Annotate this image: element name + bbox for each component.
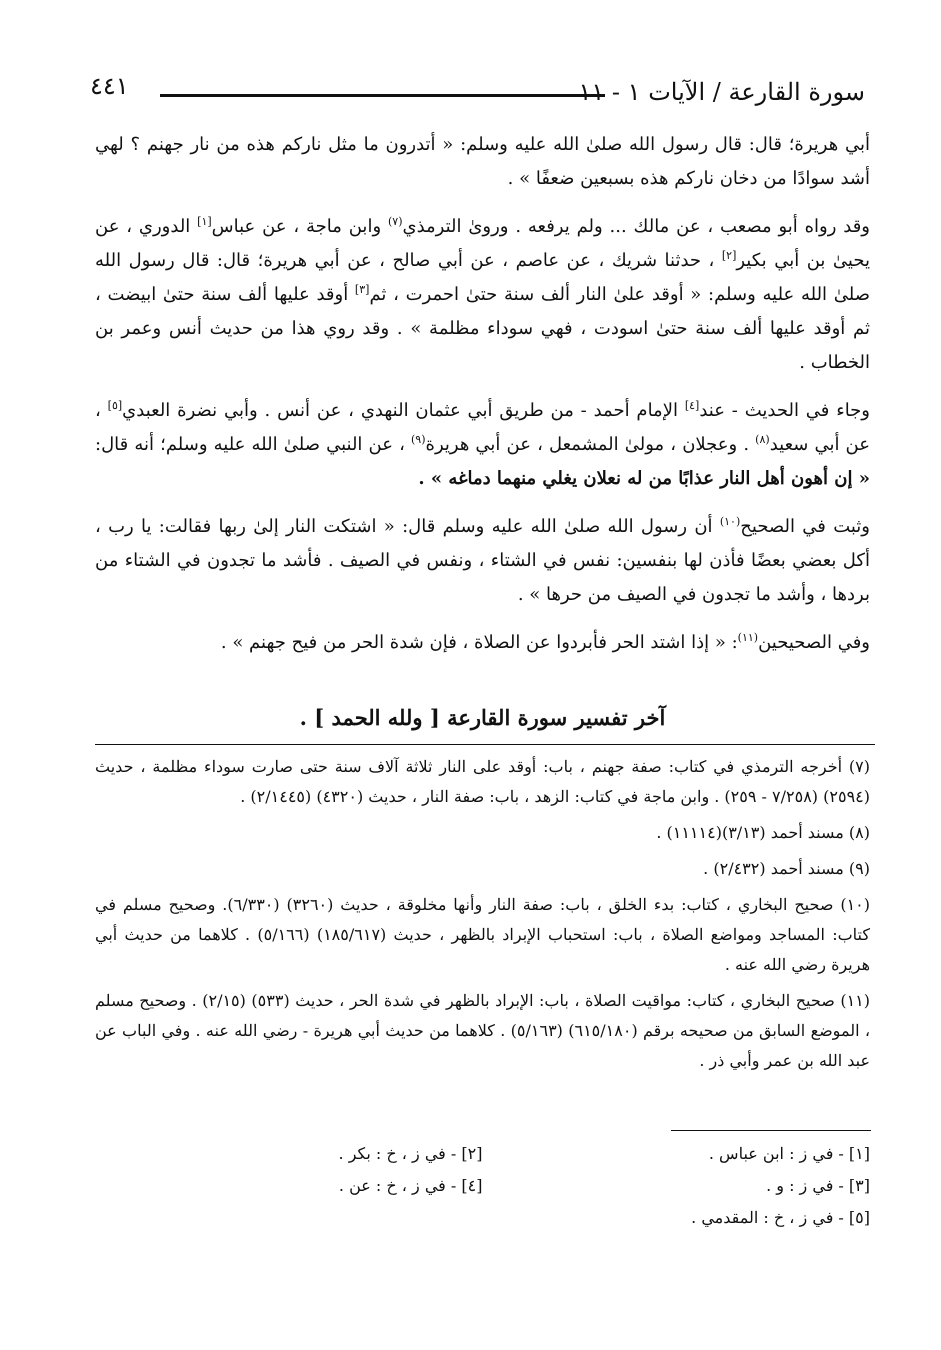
paragraph-5: وفي الصحيحين$^{(١١)}$: « إذا اشتد الحر فأبردوا عن الصلاة ، فإن شدة الحر من فيح جهنم » . [220, 631, 870, 653]
header-rule [160, 94, 605, 97]
footnote-ref[interactable]: (٨) [755, 433, 770, 446]
variant-ref[interactable]: [١] [197, 215, 212, 228]
variant-ref[interactable]: [٥] [107, 399, 123, 412]
footnote-7: (٧) أخرجه الترمذي في كتاب: صفة جهنم ، باب: أوقد على النار ثلاثة آلاف سنة حتى صارت سوداء مظلمة ، حديث (٢٥٩٤) (٧/٢٥٨ - ٢٥٩) . وابن ماجة في كتاب: الزهد ، باب: صفة النار ، حديث (٤٣٢٠) (٢/١٤٤٥) . [95, 757, 871, 806]
footnote-ref[interactable]: (١١) [737, 631, 759, 644]
footnotes-separator [95, 744, 875, 745]
surah-closing-line: آخر تفسير سورة القارعة [ ولله الحمد ] . [299, 705, 666, 730]
footnote-9: (٩) مسند أحمد (٢/٤٣٢) . [703, 859, 870, 878]
paragraph-4: وثبت في الصحيح$^{(١٠)}$ أن رسول الله صلىٰ الله عليه وسلم قال: « اشتكت النار إلىٰ ربها فقالت: يا رب ، أكل بعضي بعضًا فأذن لها بنفسين: نفس في الشتاء ، ونفس في الصيف . فأشد ما تجدون في الشتاء من بردها ، وأشد ما تجدون في الصيف من حرها » . [95, 515, 871, 605]
paragraph-2: وقد رواه أبو مصعب ، عن مالك ... ولم يرفعه . وروىٰ الترمذي$^{(٧)}$ وابن ماجة ، عن عباس[١] الدوري ، عن يحيىٰ بن أبي بكير[٢] ، حدثنا شريك ، عن عاصم ، عن أبي صالح ، عن أبي هريرة؛ قال: قال رسول الله صلىٰ الله عليه وسلم: « أوقد علىٰ النار ألف سنة حتىٰ احمرت ، ثم[٣] أوقد عليها ألف سنة حتىٰ ابيضت ، ثم أوقد عليها ألف سنة حتىٰ اسودت ، فهي سوداء مظلمة » . وقد روي هذا من حديث أنس وعمر بن الخطاب . [95, 215, 871, 373]
page-number: ٤٤١ [90, 72, 129, 100]
variants-separator [671, 1130, 871, 1131]
paragraph-3: وجاء في الحديث - عند[٤] الإمام أحمد - من طريق أبي عثمان النهدي ، عن أنس . وأبي نضرة العبدي[٥] ، عن أبي سعيد$^{(٨)}$ . وعجلان ، مولىٰ المشمعل ، عن أبي هريرة$^{(٩)}$ ، عن النبي صلىٰ الله عليه وسلم؛ أنه قال: « إن أهون أهل النار عذابًا من له نعلان يغلي منهما دماغه » . [95, 399, 871, 489]
variant-5: [٥] - في ز ، خ : المقدمي . [691, 1208, 870, 1227]
variant-4: [٤] - في ز ، خ : عن . [338, 1176, 483, 1195]
footnote-ref[interactable]: (١٠) [719, 515, 741, 528]
main-text [95, 128, 870, 674]
manuscript-variants [95, 1138, 870, 1234]
page-header [90, 70, 865, 118]
footnote-10: (١٠) صحيح البخاري ، كتاب: بدء الخلق ، باب: صفة النار وأنها مخلوقة ، حديث (٣٢٦٠) (٦/٣٣٠). وصحيح مسلم في كتاب: المساجد ومواضع الصلاة ، باب: استحباب الإبراد بالظهر ، حديث (١٨٥/٦١٧) (٥/١٦٦) . كلاهما من حديث أبي هريرة رضي الله عنه . [95, 895, 870, 974]
footnote-8: (٨) مسند أحمد (٣/١٣)(١١١١٤) . [656, 823, 870, 842]
variant-ref[interactable]: [٤] [684, 399, 700, 412]
variant-3: [٣] - في ز : و . [766, 1176, 870, 1195]
footnote-ref[interactable]: (٩) [411, 433, 426, 446]
variant-2: [٢] - في ز ، خ : بكر . [338, 1144, 483, 1163]
footnote-ref[interactable]: (٧) [387, 215, 403, 228]
variant-1: [١] - في ز : ابن عباس . [708, 1144, 870, 1163]
running-title: سورة القارعة / الآيات ١ - ١١ [578, 78, 865, 106]
paragraph-1: أبي هريرة؛ قال: قال رسول الله صلىٰ الله عليه وسلم: « أتدرون ما مثل ناركم هذه من نار جهنم ؟ لهي أشد سوادًا من دخان ناركم هذه بسبعين ضعفًا » . [95, 134, 870, 189]
variant-ref[interactable]: [٢] [721, 249, 737, 262]
variant-ref[interactable]: [٣] [354, 283, 370, 296]
hadith-quote-bold: « إن أهون أهل النار عذابًا من له نعلان يغلي منهما دماغه » . [418, 468, 870, 489]
footnote-11: (١١) صحيح البخاري ، كتاب: مواقيت الصلاة ، باب: الإبراد بالظهر في شدة الحر ، حديث (٥٣٣) (٢/١٥) . وصحيح مسلم ، الموضع السابق من صحيحه برقم (٦١٥/١٨٠) (٥/١٦٣) . كلاهما من حديث أبي هريرة - رضي الله عنه . وفي الباب عن عبد الله بن عمر وأبي ذر . [95, 991, 871, 1070]
footnotes [95, 752, 870, 1082]
